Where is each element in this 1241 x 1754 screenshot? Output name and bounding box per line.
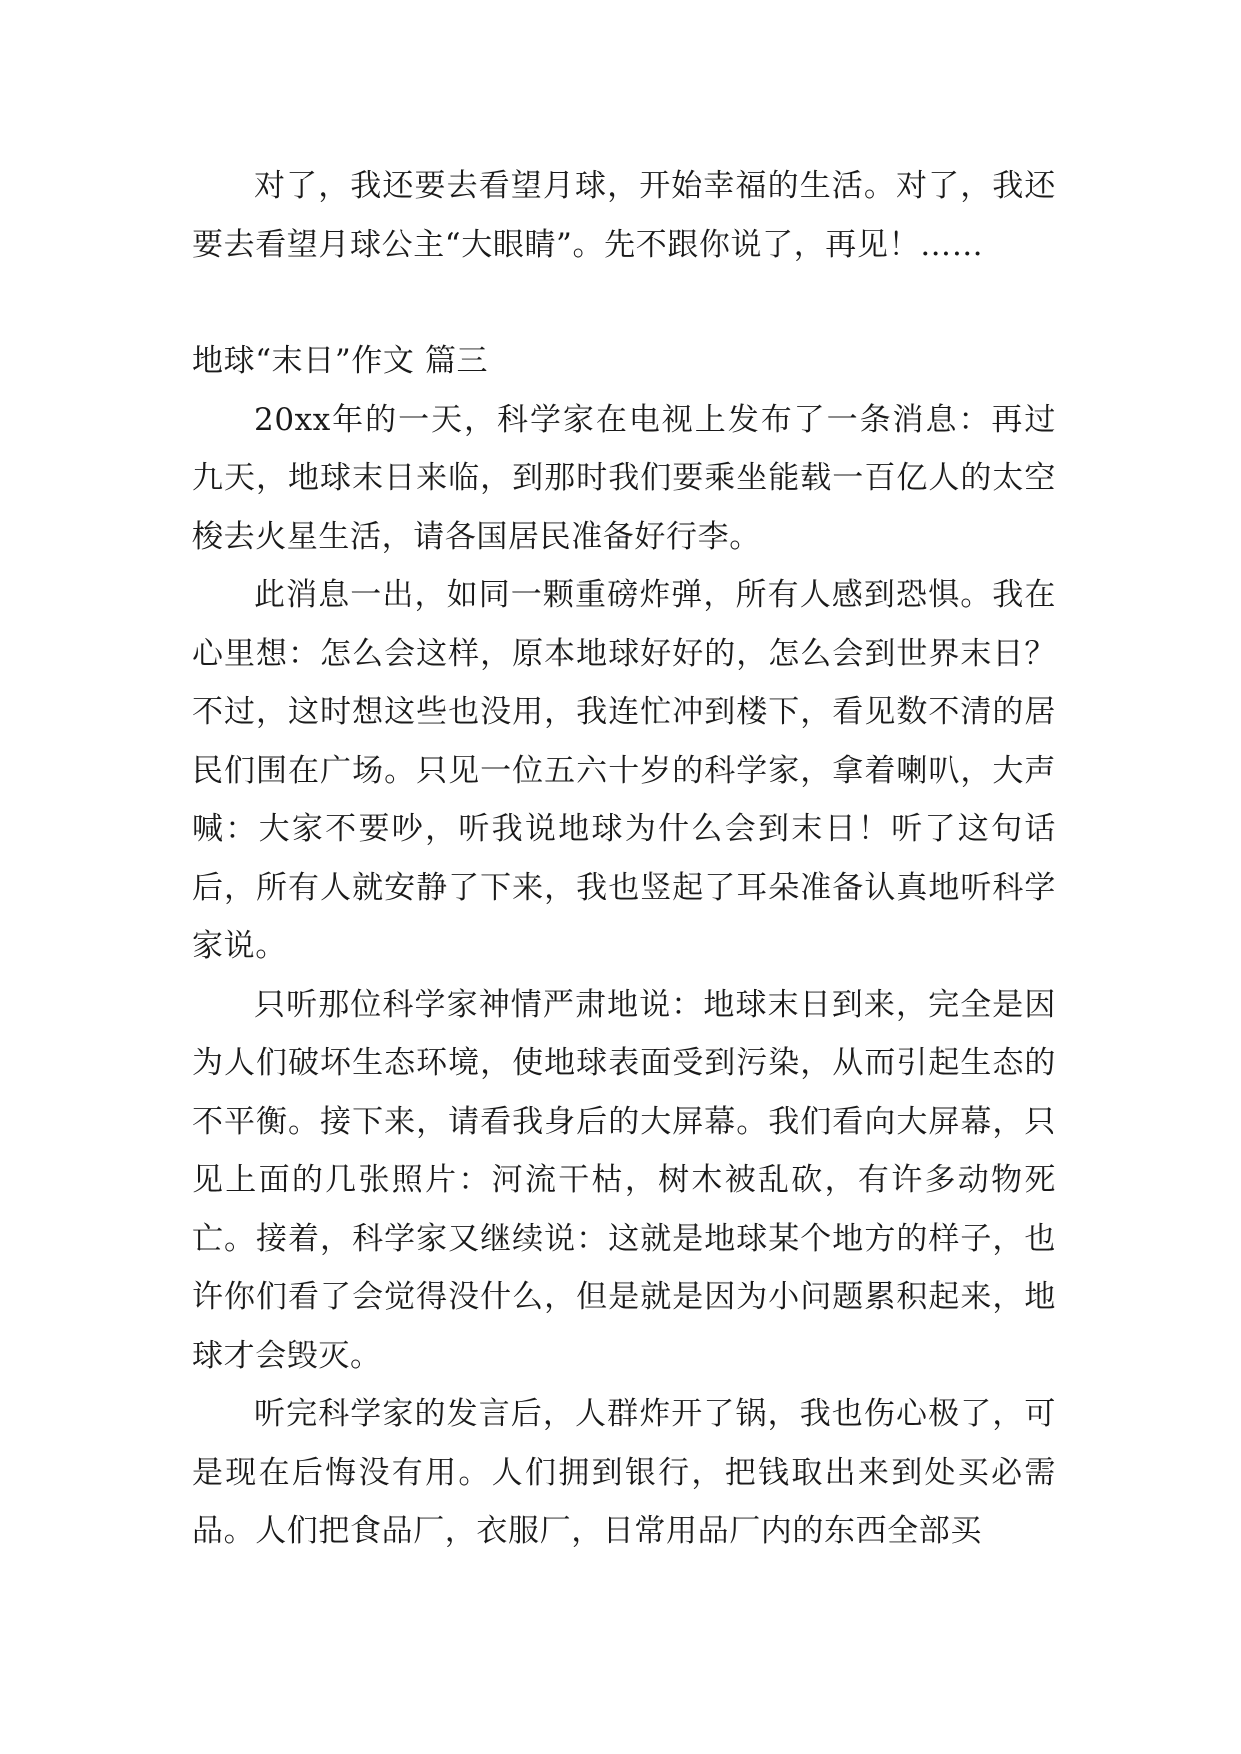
paragraph-gap — [192, 274, 1056, 332]
paragraph-3: 只听那位科学家神情严肃地说：地球末日到来，完全是因为人们破坏生态环境，使地球表面受到污染，从而引起生态的不平衡。接下来，请看我身后的大屏幕。我们看向大屏幕，只见上面的几张照片：河流干枯，树木被乱砍，有许多动物死亡。接着，科学家又继续说：这就是地球某个地方的样子，也许你们看了会觉得没什么，但是就是因为小问题累积起来，地球才会毁灭。 — [192, 986, 1056, 1374]
paragraph-4: 听完科学家的发言后，人群炸开了锅，我也伤心极了，可是现在后悔没有用。人们拥到银行，把钱取出来到处买必需品。人们把食品厂，衣服厂，日常用品厂内的东西全部买 — [192, 1396, 1056, 1549]
paragraph-1: 20xx年的一天，科学家在电视上发布了一条消息：再过九天，地球末日来临，到那时我们要乘坐能载一百亿人的太空梭去火星生活，请各国居民准备好行李。 — [192, 401, 1056, 555]
paragraph-intro: 对了，我还要去看望月球，开始幸福的生活。对了，我还要去看望月球公主“大眼睛”。先不跟你说了，再见！…… — [192, 168, 1056, 263]
section-heading: 地球“末日”作文 篇三 — [192, 343, 489, 379]
document-body — [192, 157, 1056, 1561]
paragraph-2: 此消息一出，如同一颗重磅炸弹，所有人感到恐惧。我在心里想：怎么会这样，原本地球好好的，怎么会到世界末日？不过，这时想这些也没用，我连忙冲到楼下，看见数不清的居民们围在广场。只见一位五六十岁的科学家，拿着喇叭，大声喊：大家不要吵，听我说地球为什么会到末日！听了这句话后，所有人就安静了下来，我也竖起了耳朵准备认真地听科学家说。 — [192, 577, 1056, 964]
